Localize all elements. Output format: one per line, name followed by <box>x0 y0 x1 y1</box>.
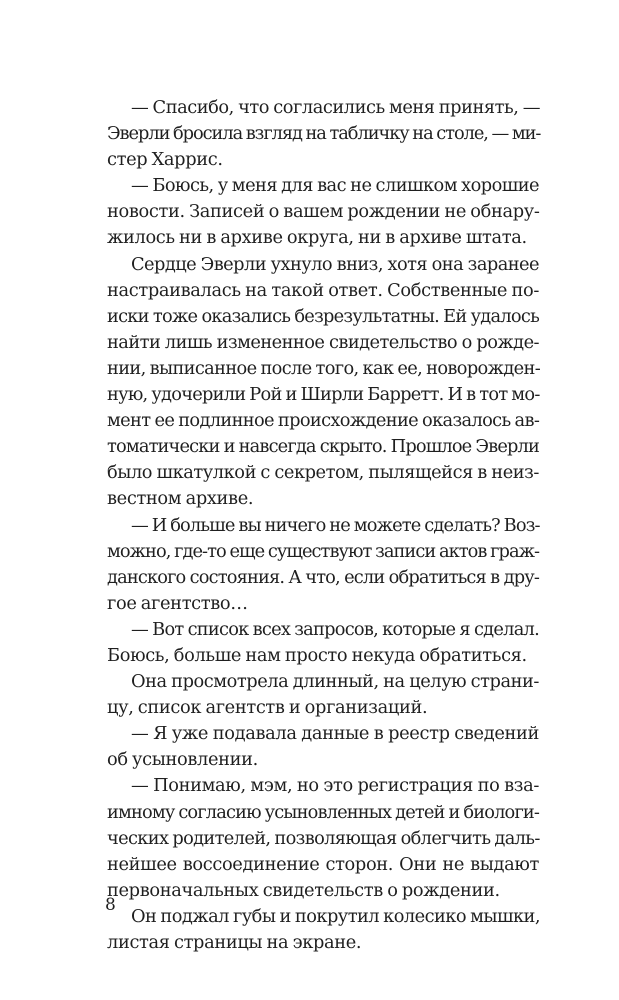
text-line: жилось ни в архиве округа, ни в архиве штата. <box>107 227 527 249</box>
text-line: настраивалась на такой ответ. Собственные по- <box>107 279 539 301</box>
text-line: об усыновлении. <box>107 749 258 771</box>
text-line: стер Харрис. <box>107 149 223 171</box>
text-line: найти лишь измененное свидетельство о рожде- <box>107 331 539 353</box>
text-line: Он поджал губы и покрутил колесико мышки, <box>131 905 540 927</box>
text-line: нии, выписанное после того, как ее, новорожден- <box>107 357 541 379</box>
text-line: данского состояния. А что, если обратиться в дру- <box>107 566 539 588</box>
text-line: — Понимаю, мэм, но это регистрация по вза- <box>131 775 539 797</box>
text-line: Она просмотрела длинный, на целую страни- <box>131 671 539 693</box>
text-line: цу, список агентств и организаций. <box>107 697 428 719</box>
text-line: Сердце Эверли ухнуло вниз, хотя она заранее <box>131 253 539 275</box>
text-line: Боюсь, больше нам просто некуда обратиться. <box>107 644 527 666</box>
text-line: листая страницы на экране. <box>107 932 362 953</box>
text-line: мент ее подлинное происхождение оказалось ав- <box>107 410 540 432</box>
text-line: — Боюсь, у меня для вас не слишком хорошие <box>131 175 539 197</box>
text-line: имному согласию усыновленных детей и биологи- <box>107 801 539 823</box>
text-line: новости. Записей о вашем рождении не обнару- <box>107 201 540 223</box>
text-line: — Спасибо, что согласились меня принять, — <box>131 97 541 118</box>
text-line: — И больше вы ничего не можете сделать? Воз- <box>131 514 540 536</box>
text-line: ную, удочерили Рой и Ширли Барретт. И в тот мо- <box>107 384 540 406</box>
text-line: томатически и навсегда скрыто. Прошлое Эверли <box>107 436 539 458</box>
text-line: было шкатулкой с секретом, пылящейся в неиз- <box>107 462 539 484</box>
text-line: гое агентство… <box>107 592 248 614</box>
text-line: — Вот список всех запросов, которые я сделал. <box>131 618 539 640</box>
body-text <box>107 95 539 956</box>
page-number: 8 <box>105 895 116 915</box>
text-line: первоначальных свидетельств о рождении. <box>107 879 500 901</box>
text-line: можно, где-то еще существуют записи актов граж- <box>107 540 540 562</box>
text-line: ческих родителей, позволяющая облегчить даль- <box>107 827 540 849</box>
text-line: вестном архиве. <box>107 488 254 510</box>
text-line: Эверли бросила взгляд на табличку на столе, — ми- <box>107 123 541 145</box>
text-line: — Я уже подавала данные в реестр сведений <box>131 723 539 745</box>
text-line: иски тоже оказались безрезультатны. Ей удалось <box>107 305 539 327</box>
text-line: нейшее воссоединение сторон. Они не выдают <box>107 853 539 875</box>
